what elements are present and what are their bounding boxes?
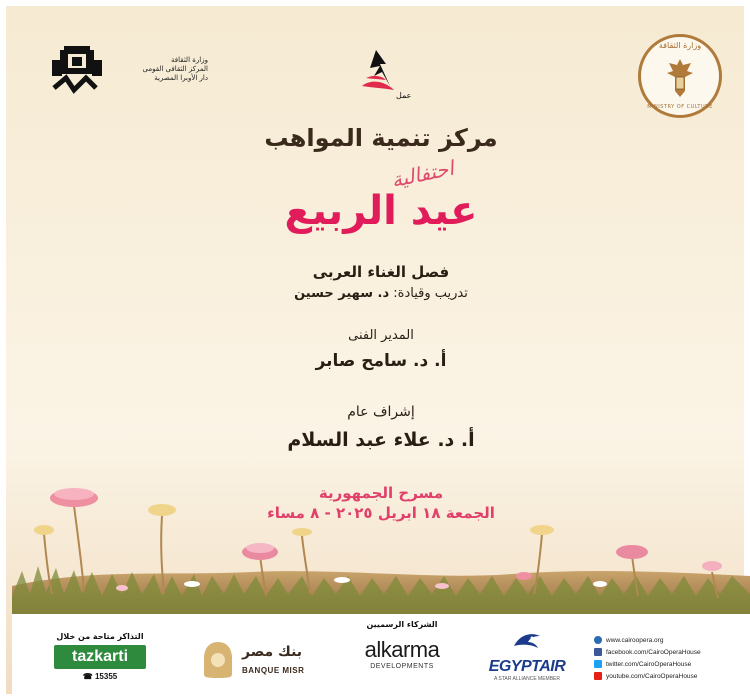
training-line: [6, 286, 750, 301]
alkarma-name: alkarma: [364, 637, 440, 662]
social-link-text: www.cairoopera.org: [606, 636, 664, 644]
tazkarti-logo: tazkarti: [54, 645, 146, 669]
twitter-icon: [594, 660, 602, 668]
amal-logo: [356, 42, 416, 104]
training-name: د. سهير حسين: [294, 286, 390, 301]
social-links: [594, 634, 744, 682]
social-link-text: facebook.com/CairoOperaHouse: [606, 648, 701, 656]
cairo-opera-text: [98, 56, 208, 83]
art-director-name: أ. د. سامح صابر: [315, 351, 447, 371]
ministry-of-culture-seal: [638, 34, 722, 118]
social-link-text: twitter.com/CairoOperaHouse: [606, 660, 692, 668]
banque-misr-emblem-icon: [202, 640, 234, 680]
ministry-seal-arabic: وزارة الثقافة: [658, 41, 702, 50]
supervision-label: إشراف عام: [347, 404, 415, 420]
social-row[interactable]: [594, 634, 744, 646]
globe-icon: [594, 636, 602, 644]
event-datetime: الجمعة ١٨ ابريل ٢٠٢٥ - ٨ مساء: [267, 504, 495, 522]
supervision-name: أ. د. علاء عبد السلام: [287, 429, 475, 451]
social-row[interactable]: [594, 658, 744, 670]
amal-logo-text: عمل: [396, 91, 412, 100]
egyptair-subtitle: A STAR ALLIANCE MEMBER: [493, 676, 561, 682]
tickets-label: التذاكر متاحة من خلال: [56, 632, 144, 641]
banque-misr-logo: [202, 636, 322, 686]
art-director-label: المدير الفنى: [348, 328, 414, 343]
tazkarti-block: [54, 632, 146, 692]
social-row[interactable]: [594, 670, 744, 682]
alkarma-logo: [342, 620, 462, 686]
center-name: مركز تنمية المواهب: [264, 124, 498, 152]
opera-text-line: المركز الثقافى القومى: [142, 65, 208, 73]
egyptair-logo: [477, 630, 577, 690]
social-link-text: youtube.com/CairoOperaHouse: [606, 672, 698, 680]
sponsors-footer: [12, 614, 750, 700]
alkarma-subtitle: DEVELOPMENTS: [370, 663, 434, 670]
venue: مسرح الجمهورية: [318, 484, 444, 502]
eagle-icon: [665, 57, 695, 99]
flower-field-illustration: [12, 476, 750, 621]
banque-misr-english: BANQUE MISR: [242, 666, 305, 675]
tazkarti-phone: [54, 672, 146, 681]
facebook-icon: [594, 648, 602, 656]
event-title: عيد الربيع: [284, 188, 478, 234]
section-name: فصل الغناء العربى: [312, 263, 450, 281]
training-label: تدريب وقيادة:: [393, 286, 468, 301]
horus-icon: [510, 630, 544, 652]
tazkarti-phone-number: 15355: [94, 672, 118, 681]
youtube-icon: [594, 672, 602, 680]
opera-text-line: دار الأوبرا المصرية: [154, 74, 208, 82]
social-row[interactable]: [594, 646, 744, 658]
opera-text-line: وزارة الثقافة: [171, 56, 208, 64]
celebration-word: احتفالية: [389, 155, 456, 193]
partners-label: الشركاء الرسميين: [366, 620, 438, 629]
phone-icon: ☎: [82, 672, 93, 681]
ministry-seal-english: MINISTRY OF CULTURE: [647, 104, 713, 110]
banque-misr-arabic: بنك مصر: [242, 644, 303, 660]
egyptair-name: EGYPTAIR: [488, 658, 566, 675]
